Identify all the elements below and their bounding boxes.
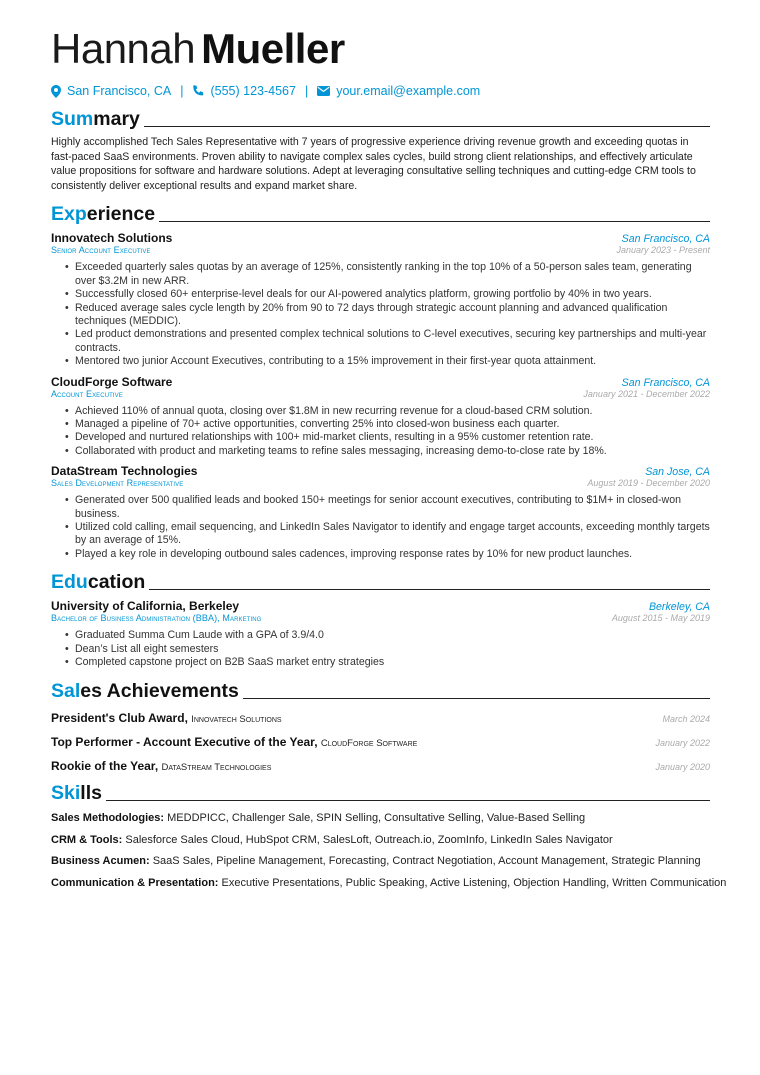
job-dates: January 2023 - Present [616,245,710,256]
school-location: Berkeley, CA [648,601,710,614]
bullet-item: • Managed a pipeline of 70+ active opportunities, converting 25% into closed-won business each quarter. [75,418,710,431]
heading-rule [106,800,710,801]
achievement-item: President's Club Award, Innovatech Solutions March 2024 [51,710,710,725]
achievement-item: Rookie of the Year, DataStream Technologies January 2020 [51,758,710,773]
job-dates: January 2021 - December 2022 [583,388,710,399]
achievement-org: Innovatech Solutions [191,713,282,725]
candidate-name [51,26,710,72]
education-dates: August 2015 - May 2019 [611,613,710,624]
separator: | [180,84,184,98]
achievement-title: Top Performer - Account Executive of the Year [51,734,315,749]
envelope-icon [317,86,330,96]
education-bullets [51,629,710,669]
bullet-item: • Developed and nurtured relationships with 100+ mid-market clients, resulting in a 95% customer retention rate. [75,431,710,444]
skill-line [51,854,710,868]
skill-value: SaaS Sales, Pipeline Management, Forecasting, Contract Negotiation, Account Management, Strategic Planning [152,855,701,867]
skill-line [51,833,710,847]
achievements-heading: Sales Achievements [51,678,710,702]
achievement-org: DataStream Technologies [161,761,272,773]
achievement-date: January 2020 [655,761,710,772]
job-entry [51,231,710,368]
bullet-item: • Led product demonstrations and presented complex technical solutions to C-level executives, securing key partnerships and multi-year contracts. [75,328,710,355]
company-name: Innovatech Solutions [51,231,173,246]
skill-value: Executive Presentations, Public Speaking, Active Listening, Objection Handling, Written Communication [221,876,727,889]
company-name: DataStream Technologies [51,464,198,479]
skills-heading: Skills [51,780,710,804]
job-bullets [51,494,710,561]
company-name: CloudForge Software [51,374,173,389]
heading-rule [144,126,710,127]
school-name: University of California, Berkeley [51,599,240,614]
last-name: Mueller [201,25,345,72]
bullet-item: • Mentored two junior Account Executives, contributing to a 15% improvement in their first-year quota attainment. [75,355,710,368]
achievement-date: January 2022 [655,737,710,748]
bullet-item: • Completed capstone project on B2B SaaS market entry strategies [75,656,710,669]
heading-rule [243,698,710,699]
job-title: Sales Development Representative [51,478,184,489]
skill-value: Salesforce Sales Cloud, HubSpot CRM, SalesLoft, Outreach.io, ZoomInfo, LinkedIn Sales Navigator [125,833,613,846]
job-location: San Jose, CA [645,466,710,479]
contact-line [51,82,710,100]
achievement-item: Top Performer - Account Executive of the Year, CloudForge Software January 2022 [51,734,710,749]
bullet-item: • Collaborated with product and marketing teams to refine sales messaging, increasing demo-to-close rate by 18%. [75,445,710,458]
contact-location [51,84,171,98]
heading-rule [149,589,710,590]
skill-line [51,876,727,890]
bullet-item: • Reduced average sales cycle length by 20% from 90 to 72 days through strategic account planning and advanced qualification techniques (MEDDIC). [75,302,710,329]
job-title: Senior Account Executive [51,245,151,256]
job-entry [51,464,710,561]
separator: | [304,84,309,98]
job-dates: August 2019 - December 2020 [587,478,710,489]
skill-line [51,811,710,825]
achievement-title: Rookie of the Year [51,758,155,773]
education-entry [51,599,710,669]
achievement-org: CloudForge Software [320,737,418,749]
experience-heading: Experience [51,201,710,225]
bullet-item: • Generated over 500 qualified leads and booked 150+ meetings for senior account executives, contributing to $1M+ in closed-won business. [75,494,710,521]
job-title: Account Executive [51,388,123,399]
skill-value: MEDDPICC, Challenger Sale, SPIN Selling, Consultative Selling, Value-Based Selling [167,812,586,824]
heading-rule [159,221,710,222]
job-bullets [51,405,710,459]
summary-text: Highly accomplished Tech Sales Representative with 7 years of progressive experience driving revenue growth and exceeding quotas in fast-paced SaaS environments. Proven ability to navigate complex sales cycles, build strong client relationships, and effectively articulate value propositions for software and hardware solutions. Adept at leveraging consultative selling techniques and cutting-edge CRM tools to consistently deliver exceptional results and expand market share. [51,136,696,192]
phone-text: (555) 123-4567 [210,84,296,98]
contact-phone[interactable] [192,84,295,98]
summary-heading: Summary [51,106,710,130]
degree: Bachelor of Business Administration (BBA), Marketing [51,613,262,624]
skill-label: Sales Methodologies: [51,812,165,824]
bullet-item: • Successfully closed 60+ enterprise-level deals for our AI-powered analytics platform, growing portfolio by 40% in two years. [75,288,710,301]
job-location: San Francisco, CA [621,376,710,389]
achievement-date: March 2024 [662,713,710,724]
bullet-item: • Achieved 110% of annual quota, closing over $1.8M in new recurring revenue for a cloud-based CRM solution. [75,405,710,418]
bullet-item: • Utilized cold calling, email sequencing, and LinkedIn Sales Navigator to identify and engage target accounts, exceeding monthly targets by an average of 15%. [75,521,710,548]
achievement-title: President's Club Award [51,710,185,725]
bullet-item: • Dean’s List all eight semesters [75,643,710,656]
job-bullets [51,261,710,368]
skill-label: Business Acumen: [51,855,150,867]
job-location: San Francisco, CA [621,233,710,246]
skill-label: CRM & Tools: [51,833,123,846]
email-link: your.email@example.com [336,84,481,98]
bullet-item: • Exceeded quarterly sales quotas by an average of 125%, consistently ranking in the top 10% of a 50-person sales team, generating over $3.2M in new ARR. [75,261,710,288]
location-pin-icon [51,85,61,98]
first-name: Hannah [51,25,196,72]
contact-email[interactable] [317,84,480,98]
bullet-item: • Played a key role in developing outbound sales cadences, improving response rates by 10% for new product launches. [75,548,710,561]
job-entry [51,375,710,459]
bullet-item: • Graduated Summa Cum Laude with a GPA of 3.9/4.0 [75,629,710,642]
location-text: San Francisco, CA [67,84,172,98]
skill-label: Communication & Presentation: [51,876,219,889]
education-heading: Education [51,569,710,593]
phone-icon [192,85,204,97]
